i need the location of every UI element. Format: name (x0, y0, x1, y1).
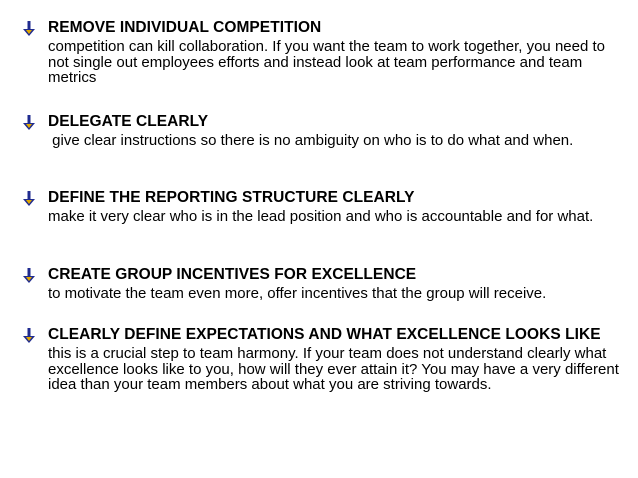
item-body: to motivate the team even more, offer incentives that the group will receive. (48, 285, 547, 302)
arrow-down-icon (22, 115, 36, 131)
bullet-item-define-reporting-structure (22, 190, 622, 225)
arrow-down-icon (22, 328, 36, 344)
arrow-down-icon (22, 268, 36, 284)
item-body: give clear instructions so there is no ambiguity on who is to do what and when. (48, 132, 574, 149)
bullet-item-create-group-incentives (22, 267, 622, 302)
item-heading: DEFINE THE REPORTING STRUCTURE CLEARLY (48, 189, 415, 206)
item-body: this is a crucial step to team harmony. If your team does not understand clearly what excellence looks like to you, how will they ever attain it? You may have a very different idea than your team members about what you are striving towards. (48, 345, 619, 393)
item-body: competition can kill collaboration. If you want the team to work together, you need to not single out employees efforts and instead look at team performance and team metrics (48, 38, 605, 86)
item-heading: REMOVE INDIVIDUAL COMPETITION (48, 19, 322, 36)
bullet-item-delegate-clearly (22, 114, 622, 149)
item-heading: CREATE GROUP INCENTIVES FOR EXCELLENCE (48, 266, 417, 283)
item-heading: CLEARLY DEFINE EXPECTATIONS AND WHAT EXCELLENCE LOOKS LIKE (48, 326, 601, 343)
arrow-down-icon (22, 191, 36, 207)
bullet-item-clearly-define-expectations (22, 327, 622, 393)
item-body: make it very clear who is in the lead position and who is accountable and for what. (48, 208, 594, 225)
arrow-down-icon (22, 21, 36, 37)
bullet-item-remove-individual-competition (22, 20, 622, 86)
item-heading: DELEGATE CLEARLY (48, 113, 209, 130)
